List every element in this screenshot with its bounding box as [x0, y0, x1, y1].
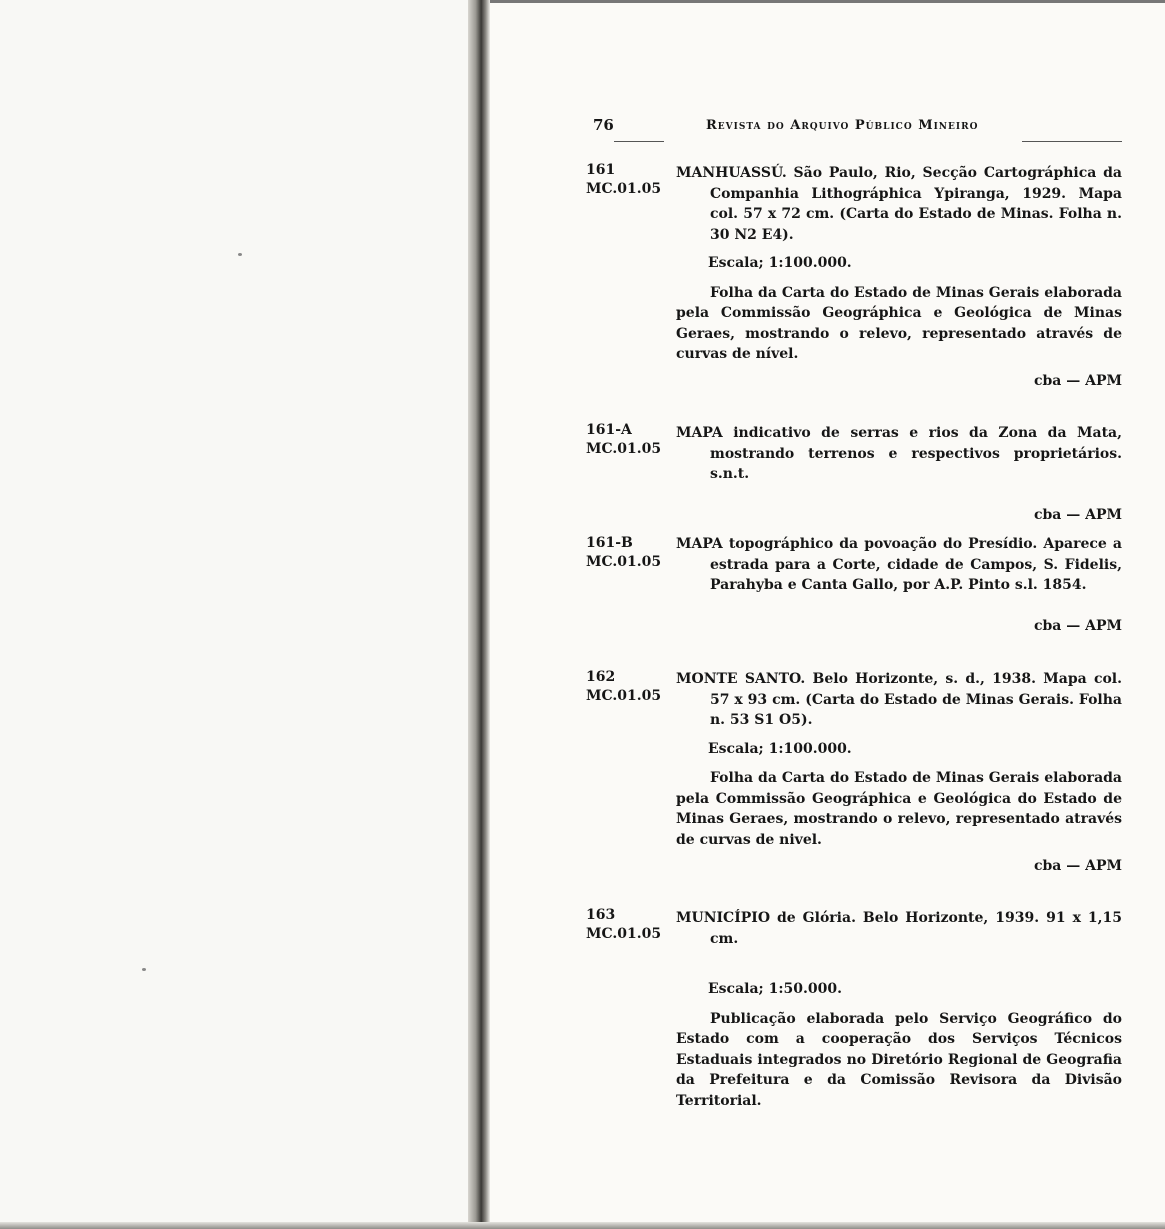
- entry-scale: Escala; 1:100.000.: [708, 255, 852, 271]
- paper-speck: [142, 968, 146, 971]
- entry-citation: MONTE SANTO. Belo Horizonte, s. d., 1938. Mapa col. 57 x 93 cm. (Carta do Estado de Minas Gerais. Folha n. 53 S1 O5).: [676, 671, 1122, 728]
- entry-credit: cba — APM: [1033, 372, 1122, 389]
- entry-163-id: [586, 906, 676, 944]
- entry-code: MC.01.05: [586, 181, 662, 197]
- entry-code: MC.01.05: [586, 926, 662, 942]
- page-number: 76: [593, 116, 614, 134]
- entry-number: 162: [586, 669, 616, 685]
- page-top-edge: [490, 0, 1165, 3]
- entry-161b: [676, 534, 1122, 636]
- entry-note: Publicação elaborada pelo Serviço Geográfico do Estado com a cooperação dos Serviços Técnicos Estaduais integrados no Diretório Regional de Geografia da Prefeitura e da Comissão Revisora da Divisão Territorial.: [676, 1010, 1122, 1109]
- entry-note: Folha da Carta do Estado de Minas Gerais elaborada pela Commissão Geográphica e Geológica do Estado de Minas Geraes, mostrando o relevo, representado através de curvas de nivel.: [676, 770, 1122, 848]
- entry-scale: Escala; 1:50.000.: [708, 981, 842, 997]
- entry-code: MC.01.05: [586, 688, 662, 704]
- entry-161a-id: [586, 421, 676, 459]
- page-bottom-edge: [0, 1222, 1165, 1229]
- entry-citation: MUNICÍPIO de Glória. Belo Horizonte, 1939. 91 x 1,15 cm.: [676, 910, 1122, 947]
- entry-number: 161-B: [586, 535, 633, 551]
- entry-161b-id: [586, 534, 676, 572]
- entry-161-id: [586, 161, 676, 199]
- entry-number: 161: [586, 162, 616, 178]
- entry-162: [676, 669, 1122, 877]
- header-rule-right: [1022, 141, 1122, 142]
- header-rule-left: [614, 141, 664, 142]
- entry-citation: MANHUASSÚ. São Paulo, Rio, Secção Cartográphica da Companhia Lithográphica Ypiranga, 1929. Mapa col. 57 x 72 cm. (Carta do Estado de Minas. Folha n. 30 N2 E4).: [676, 165, 1122, 243]
- entry-scale: Escala; 1:100.000.: [708, 740, 852, 757]
- entry-162-id: [586, 668, 676, 706]
- entry-number: 163: [586, 907, 616, 923]
- entry-161: [676, 163, 1122, 391]
- entry-note: Folha da Carta do Estado de Minas Gerais elaborada pela Commissão Geográphica e Geológica de Minas Geraes, mostrando o relevo, representado através de curvas de nível.: [676, 284, 1122, 362]
- entry-number: 161-A: [586, 422, 632, 438]
- entry-credit: cba — APM: [1033, 506, 1122, 523]
- entry-code: MC.01.05: [586, 441, 662, 457]
- entry-citation: MAPA indicativo de serras e rios da Zona da Mata, mostrando terrenos e respectivos proprietários. s.n.t.: [676, 425, 1122, 482]
- entry-code: MC.01.05: [586, 554, 662, 570]
- blank-left-page: [0, 0, 470, 1229]
- entry-credit: cba — APM: [1033, 617, 1122, 634]
- entry-citation: MAPA topográphico da povoação do Presídio. Aparece a estrada para a Corte, cidade de Campos, S. Fidelis, Parahyba e Canta Gallo, por A.P. Pinto s.l. 1854.: [676, 536, 1122, 593]
- entry-credit: cba — APM: [1033, 858, 1122, 874]
- entry-163: [676, 908, 1122, 1111]
- book-spine: [468, 0, 490, 1229]
- paper-speck: [238, 253, 242, 256]
- running-title: Revista do Arquivo Público Mineiro: [706, 118, 979, 133]
- entry-161a: [676, 423, 1122, 525]
